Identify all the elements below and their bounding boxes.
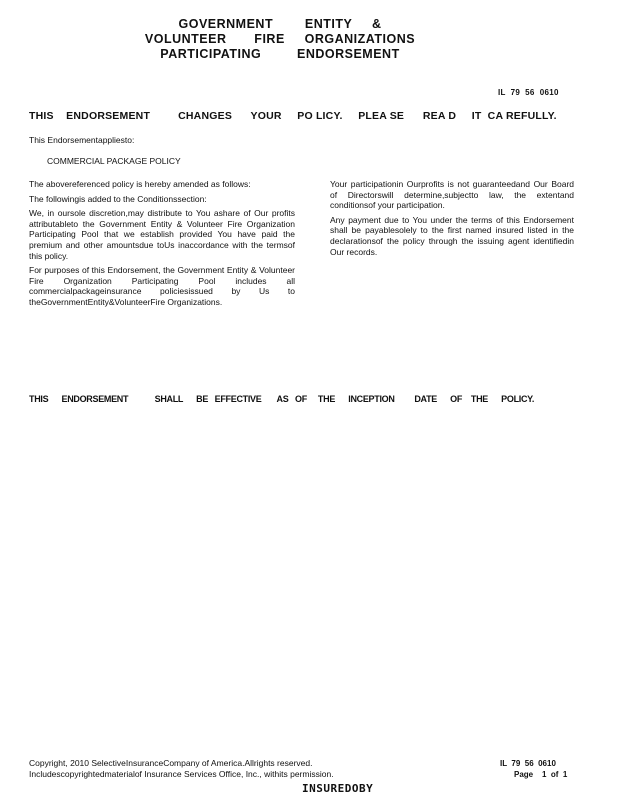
right-column xyxy=(330,179,574,261)
copyright-line: Copyright, 2010 SelectiveInsuranceCompany of America.Allrights reserved. xyxy=(29,758,313,768)
profit-distribution-paragraph: We, in oursole discretion,may distribute to You ashare of Our profits attributableto the Government Entity & Volunteer Fire Organization Participating Pool that we establish provided You have paid the premium and other amountsdue toUs inaccordance with the termsof this policy. xyxy=(29,208,295,261)
footer-copyright xyxy=(29,758,334,780)
title-line-1: GOVERNMENT ENTITY & xyxy=(178,17,382,31)
left-column xyxy=(29,179,295,312)
footer-form-info xyxy=(500,758,567,780)
footer-form-number: IL 79 56 0610 xyxy=(500,759,556,768)
insured-stamp: INSUREDOBY xyxy=(302,782,374,795)
form-number-top: IL 79 56 0610 xyxy=(498,88,559,97)
payment-paragraph: Any payment due to You under the terms of this Endorsement shall be payablesolely to the first named insured listed in the declarationsof the policy through the issuing agent identifiedin Our records. xyxy=(330,214,574,257)
pool-definition-paragraph: For purposes of this Endorsement, the Government Entity & Volunteer Fire Organization Participating Pool includes all commercialpackageinsurance policiesissued by Us to theGovernmentEntity&VolunteerFire Organizations. xyxy=(29,265,295,307)
amendment-statement: The abovereferenced policy is hereby amended as follows: xyxy=(29,179,251,189)
effective-date-notice: THIS ENDORSEMENT SHALL BE EFFECTIVE AS OF THE INCEPTION DATE OF THE POLICY. xyxy=(29,394,535,404)
endorsement-title xyxy=(0,17,560,62)
participation-paragraph: Your participationin Ourprofits is not guaranteedand Our Board of Directorswill determine,subjectto law, the extentand conditionsof your participation. xyxy=(330,179,574,211)
title-line-3: PARTICIPATING ENDORSEMENT xyxy=(160,47,400,61)
includes-line: Includescopyrightedmaterialof Insurance Services Office, Inc., withits permission. xyxy=(29,769,334,779)
conditions-statement: The followingis added to the Conditionssection: xyxy=(29,193,207,204)
coverage-part: COMMERCIAL PACKAGE POLICY xyxy=(47,156,181,166)
applies-to-label: This Endorsementappliesto: xyxy=(29,135,135,145)
page-number: Page 1 of 1 xyxy=(514,770,568,779)
policy-change-banner: THIS ENDORSEMENT CHANGES YOUR PO LICY. PLEA SE REA D IT CA REFULLY. xyxy=(29,110,557,122)
title-line-2: VOLUNTEER FIRE ORGANIZATIONS xyxy=(144,32,416,46)
